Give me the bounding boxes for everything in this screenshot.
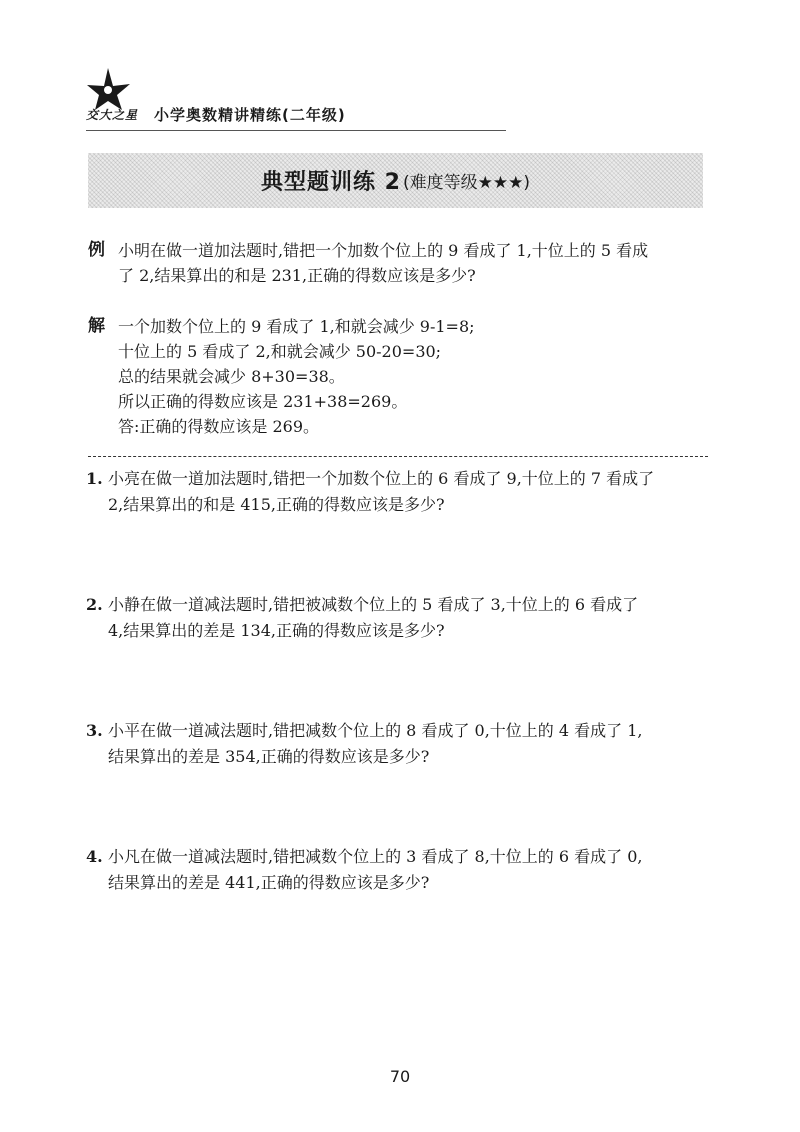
problem-line: 小平在做一道减法题时,错把减数个位上的 8 看成了 0,十位上的 4 看成了 1,: [108, 721, 643, 740]
book-title: 小学奥数精讲精练(二年级): [154, 106, 346, 124]
solution-label: 解: [88, 316, 105, 336]
problem-line: 小静在做一道减法题时,错把被减数个位上的 5 看成了 3,十位上的 6 看成了: [108, 595, 639, 614]
example-line: 了 2,结果算出的和是 231,正确的得数应该是多少?: [118, 266, 476, 285]
example-block: [88, 238, 708, 288]
difficulty-label: (难度等级★★★): [402, 173, 530, 193]
logo-text: 交大之星: [86, 108, 139, 122]
solution-line: 答:正确的得数应该是 269。: [118, 417, 320, 436]
problem-2: [86, 592, 708, 644]
dashed-divider: [88, 456, 708, 457]
header-rule: [86, 130, 506, 131]
problem-line: 小凡在做一道减法题时,错把减数个位上的 3 看成了 8,十位上的 6 看成了 0,: [108, 847, 643, 866]
solution-line: 一个加数个位上的 9 看成了 1,和就会减少 9-1=8;: [118, 317, 475, 336]
section-title-band: [88, 153, 703, 208]
solution-line: 十位上的 5 看成了 2,和就会减少 50-20=30;: [118, 342, 442, 361]
problem-line: 结果算出的差是 354,正确的得数应该是多少?: [108, 747, 430, 766]
page-number: 70: [389, 1067, 411, 1086]
problem-line: 4,结果算出的差是 134,正确的得数应该是多少?: [108, 621, 445, 640]
problem-number: 2.: [86, 595, 103, 614]
problem-line: 2,结果算出的和是 415,正确的得数应该是多少?: [108, 495, 445, 514]
problem-number: 1.: [86, 469, 103, 488]
problem-4: [86, 844, 708, 896]
example-label: 例: [88, 240, 105, 260]
problem-1: [86, 466, 708, 518]
problem-3: [86, 718, 708, 770]
page-header: [86, 66, 506, 132]
problem-line: 结果算出的差是 441,正确的得数应该是多少?: [108, 873, 430, 892]
solution-block: [88, 314, 708, 439]
example-line: 小明在做一道加法题时,错把一个加数个位上的 9 看成了 1,十位上的 5 看成: [118, 241, 649, 260]
solution-line: 总的结果就会减少 8+30=38。: [118, 367, 345, 386]
problem-number: 3.: [86, 721, 103, 740]
problem-number: 4.: [86, 847, 103, 866]
section-title: 典型题训练 2: [261, 170, 401, 195]
problem-line: 小亮在做一道加法题时,错把一个加数个位上的 6 看成了 9,十位上的 7 看成了: [108, 469, 655, 488]
solution-line: 所以正确的得数应该是 231+38=269。: [118, 392, 408, 411]
